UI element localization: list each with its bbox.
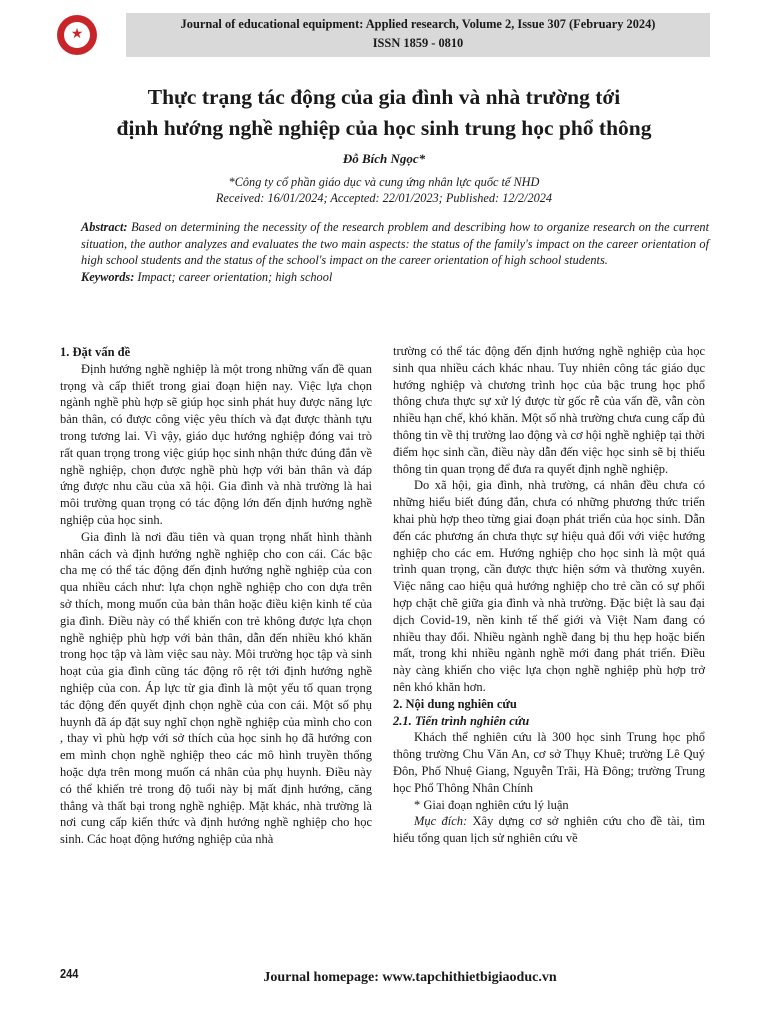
article-dates: Received: 16/01/2024; Accepted: 22/01/2023; Published: 12/2/2024 bbox=[215, 191, 553, 205]
page-number: 244 bbox=[60, 966, 79, 981]
right-column bbox=[393, 343, 705, 847]
subsection-heading-2-1: 2.1. Tiến trình nghiên cứu bbox=[393, 713, 530, 728]
title-line-2: định hướng nghề nghiệp của học sinh trung học phổ thông bbox=[116, 116, 652, 140]
author-name: Đỗ Bích Ngọc* bbox=[342, 151, 426, 166]
paragraph: Gia đình là nơi đầu tiên và quan trọng nhất hình thành nhân cách và định hướng nghề nghiệp cho con cái. Các bậc cha mẹ có thể tác động đến định hướng nghề nghiệp của con qua nhiều cách như: lựa chọn nghề nghiệp cho con dựa trên sở thích, mong muốn của bản thân hoặc điều kiện kinh tế của gia đình. Điều này có thể khiến con trẻ không được lựa chọn nghề nghiệp phù hợp với bản thân, dẫn đến nhiều khó khăn trong học tập và làm việc sau này. Môi trường học tập và sinh hoạt của gia đình cũng tác động rõ rệt tới định hướng nghề nghiệp của con. Áp lực từ gia đình là một yếu tố quan trọng tác động đến quyết định chọn nghề của con cái. Một số phụ huynh đã áp đặt suy nghĩ chọn nghề nghiệp của mình cho con , thay vì phù hợp với sở thích của học sinh họ đã hướng con em mình chọn nghề nghiệp theo các mô hình truyền thống hoặc dựa trên mong muốn cá nhân của phụ huynh. Điều này có thể khiến trẻ trong độ tuổi này bị mất định hướng, căng thẳng và thất bại trong nghề nghiệp. Mặt khác, nhà trường là nơi cung cấp kiến thức và định hướng nghề nghiệp cho học sinh. Các hoạt động hướng nghiệp của nhà bbox=[60, 529, 372, 847]
paragraph bbox=[393, 813, 705, 847]
keywords-text: Impact; career orientation; high school bbox=[134, 269, 333, 284]
affiliation-block bbox=[60, 174, 708, 206]
paragraph: trường có thể tác động đến định hướng nghề nghiệp của học sinh qua nhiều cách khác nhau. Tuy nhiên công tác giáo dục hướng nghiệp và chương trình học của bậc trung học phổ thông chưa thực sự xử lý được từ gốc rễ của vấn đề, vẫn còn nhiều hạn chế, khó khăn. Một số nhà trường chưa cung cấp đủ thông tin về thị trường lao động và cơ hội nghề nghiệp tại thời điểm học sinh cần, điều này dẫn đến việc học sinh sẽ bị thiếu thông tin quan trọng để đưa ra quyết định nghề nghiệp. bbox=[393, 344, 705, 476]
affiliation: *Công ty cổ phần giáo dục và cung ứng nhân lực quốc tế NHD bbox=[228, 175, 540, 189]
keywords bbox=[81, 269, 709, 286]
paragraph: Định hướng nghề nghiệp là một trong những vấn đề quan trọng và cấp thiết trong giai đoạn hiện nay. Việc lựa chọn ngành nghề phù hợp sẽ giúp học sinh phát huy được năng lực bản thân, có được công việc yêu thích và đạt được thành tựu trong tương lai. Vì vậy, giáo dục hướng nghiệp đóng vai trò rất quan trọng trong việc giúp học sinh nhận thức đúng đắn về nghề nghiệp, chọn được nghề phù hợp với bản thân và đáp ứng được nhu cầu của xã hội. Gia đình và nhà trường là hai môi trường quan trọng có tác động lớn đến định hướng nghề nghiệp của học sinh. bbox=[60, 361, 372, 527]
keywords-label: Keywords: bbox=[81, 269, 135, 284]
abstract-block bbox=[81, 219, 709, 285]
title-line-1: Thực trạng tác động của gia đình và nhà trường tới bbox=[147, 85, 621, 109]
journal-header-banner bbox=[126, 13, 710, 57]
paragraph: Khách thể nghiên cứu là 300 học sinh Trung học phổ thông trường Chu Văn An, cơ sở Thụy Khuê; trường Lê Quý Đôn, Phố Nhuệ Giang, Nguyễn Trãi, Hà Đông; trường Trung học Phổ Thông Nhân Chính bbox=[393, 730, 705, 795]
issn: ISSN 1859 - 0810 bbox=[372, 36, 464, 50]
seal-inner bbox=[64, 22, 90, 48]
abstract-label: Abstract: bbox=[81, 220, 128, 234]
abstract-text: Based on determining the necessity of the research problem and describing how to organize research on the current situation, the author analyzes and evaluates the two main aspects: the status of the family's impact on the career orientation of high school students and the status of the school's impact on the career orientation of high school students. bbox=[81, 220, 709, 267]
section-heading-1: 1. Đặt vấn đề bbox=[60, 345, 131, 359]
abstract bbox=[81, 219, 709, 269]
section-heading-2: 2. Nội dung nghiên cứu bbox=[393, 696, 517, 711]
article-title bbox=[60, 82, 708, 144]
paragraph: Do xã hội, gia đình, nhà trường, cá nhân đều chưa có những hiểu biết đúng đắn, chưa có những phương thức triển khai phù hợp theo từng giai đoạn phát triển của học sinh. Dẫn đến các phương án chưa thực sự hiệu quả đối với việc hướng nghiệp cho các em. Hướng nghiệp cho học sinh là một quá trình quan trọng, cần được thực hiện sớm và thường xuyên. Việc nâng cao hiệu quả hướng nghiệp cho trẻ cần có sự phối hợp chặt chẽ giữa gia đình và nhà trường. Đặc biệt là sau đại dịch Covid-19, nền kinh tế thế giới và Việt Nam đang có nhiều thay đổi. Nhiều ngành nghề đang bị thu hẹp hoặc biến mất, trong khi nhiều ngành nghề mới đang phát triển. Điều này càng khiến cho việc lựa chọn nghề nghiệp phù hợp trở nên khó khăn hơn. bbox=[393, 478, 705, 694]
journal-homepage: Journal homepage: www.tapchithietbigiaoduc.vn bbox=[263, 970, 557, 985]
star-icon: ★ bbox=[70, 26, 84, 42]
purpose-label: Mục đích: bbox=[414, 814, 468, 829]
journal-line: Journal of educational equipment: Applied research, Volume 2, Issue 307 (February 2024) bbox=[180, 17, 656, 31]
journal-seal-icon bbox=[57, 15, 97, 55]
paragraph: * Giai đoạn nghiên cứu lý luận bbox=[414, 797, 569, 812]
left-column bbox=[60, 344, 372, 848]
purpose-text: Xây dựng cơ sở nghiên cứu cho đề tài, tìm hiểu tổng quan lịch sử nghiên cứu về bbox=[393, 814, 705, 846]
